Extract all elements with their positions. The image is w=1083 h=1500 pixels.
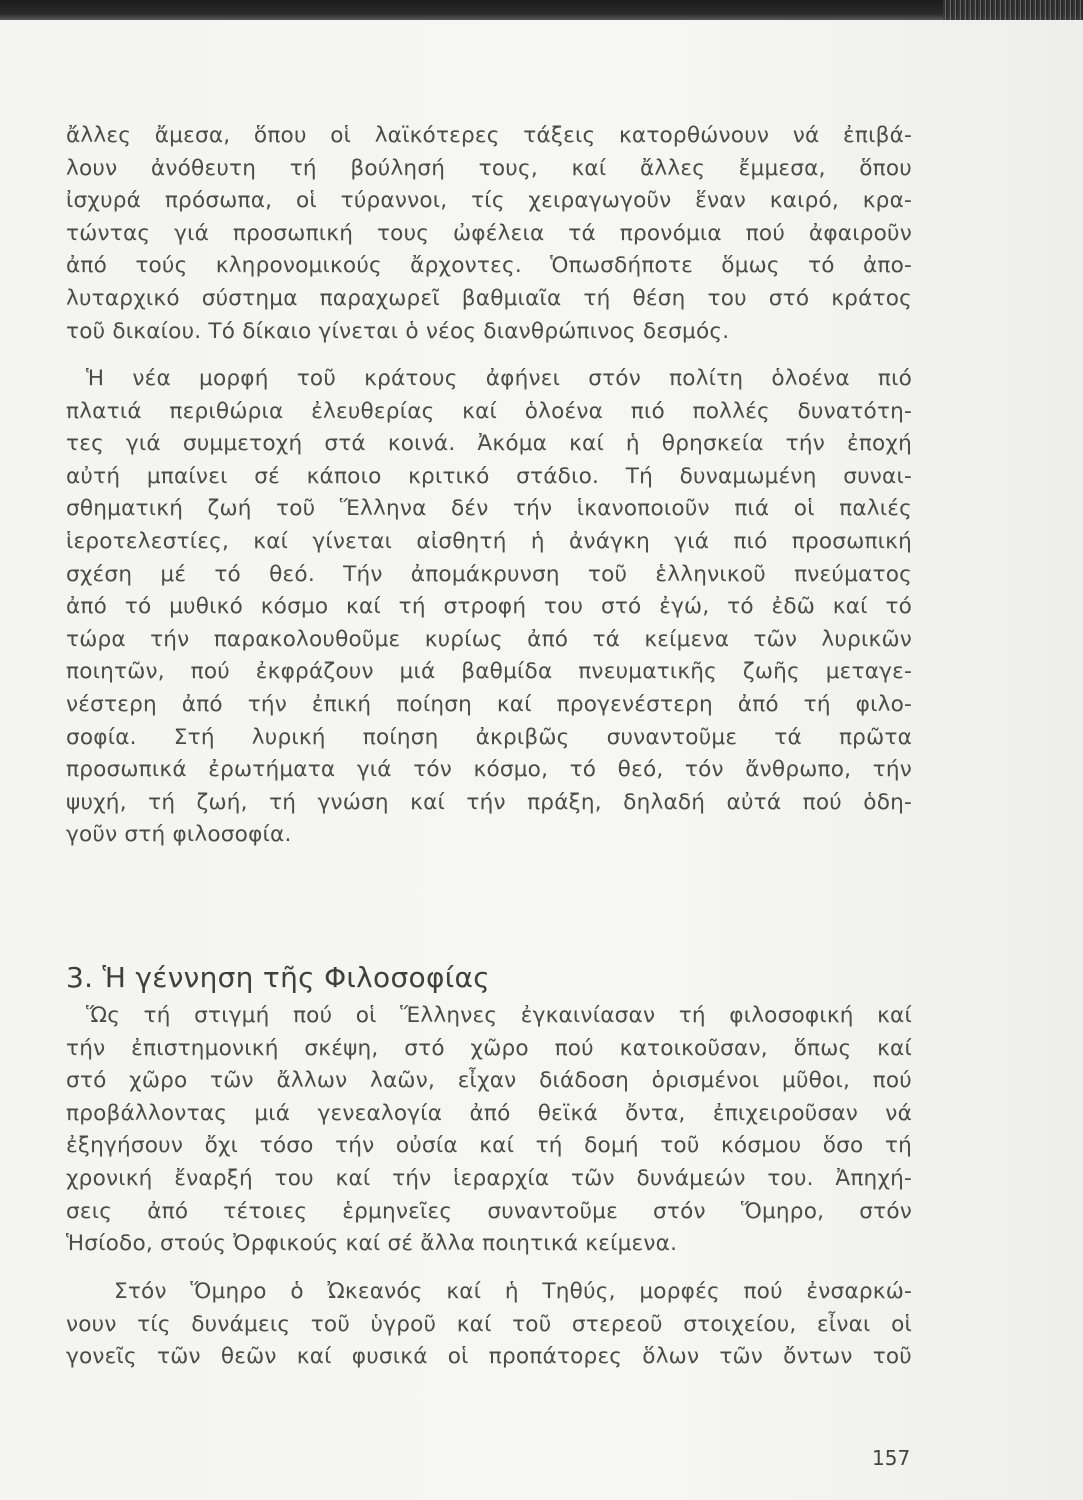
- paragraph-3: [66, 1000, 912, 1261]
- text-line: ἱεροτελεστίες, καί γίνεται αἰσθητή ἡ ἀνάγκη γιά πιό προσωπική: [66, 528, 912, 554]
- scan-top-edge: [0, 0, 1083, 20]
- text-line: σθηματική ζωή τοῦ Ἕλληνα δέν τήν ἱκανοποιοῦν πιά οἱ παλιές: [66, 496, 912, 522]
- text-line: προβάλλοντας μιά γενεαλογία ἀπό θεϊκά ὄντα, ἐπιχειροῦσαν νά: [66, 1100, 912, 1126]
- book-page: [0, 20, 1083, 1500]
- text-line: ποιητῶν, πού ἐκφράζουν μιά βαθμίδα πνευματικῆς ζωῆς μεταγε-: [66, 659, 912, 685]
- text-line: ἀπό τούς κληρονομικούς ἄρχοντες. Ὁπωσδήποτε ὅμως τό ἀπο-: [66, 253, 912, 279]
- section-heading: 3. Ἡ γέννηση τῆς Φιλοσοφίας: [66, 961, 490, 994]
- text-line: σοφία. Στή λυρική ποίηση ἀκριβῶς συναντοῦμε τά πρῶτα: [66, 724, 912, 750]
- text-line: σεις ἀπό τέτοιες ἑρμηνεῖες συναντοῦμε στόν Ὅμηρο, στόν: [66, 1198, 912, 1224]
- text-line: λυταρχικό σύστημα παραχωρεῖ βαθμιαῖα τή θέση του στό κράτος: [66, 285, 912, 311]
- page-number: 157: [872, 1446, 911, 1470]
- text-line: γονεῖς τῶν θεῶν καί φυσικά οἱ προπάτορες ὅλων τῶν ὄντων τοῦ: [66, 1344, 912, 1370]
- text-line: αὐτή μπαίνει σέ κάποιο κριτικό στάδιο. Τή δυναμωμένη συναι-: [66, 463, 912, 489]
- text-line: πλατιά περιθώρια ἐλευθερίας καί ὁλοένα πιό πολλές δυνατότη-: [66, 398, 912, 424]
- text-line: χρονική ἔναρξή του καί τήν ἱεραρχία τῶν δυνάμεών του. Ἀπηχή-: [66, 1165, 912, 1191]
- text-line: ψυχή, τή ζωή, τή γνώση καί τήν πράξη, δηλαδή αὐτά πού ὁδη-: [66, 789, 912, 815]
- text-line: τώντας γιά προσωπική τους ὠφέλεια τά προνόμια πού ἀφαιροῦν: [66, 220, 912, 246]
- text-line: ἄλλες ἄμεσα, ὅπου οἱ λαϊκότερες τάξεις κατορθώνουν νά ἐπιβά-: [66, 123, 912, 148]
- text-line: στό χῶρο τῶν ἄλλων λαῶν, εἶχαν διάδοση ὁρισμένοι μῦθοι, πού: [66, 1068, 912, 1094]
- text-line: ἰσχυρά πρόσωπα, οἱ τύραννοι, τίς χειραγωγοῦν ἕναν καιρό, κρα-: [66, 188, 912, 214]
- text-line: Ὥς τή στιγμή πού οἱ Ἕλληνες ἐγκαινίασαν τή φιλοσοφική καί: [86, 1003, 912, 1028]
- text-line: τοῦ δικαίου. Τό δίκαιο γίνεται ὁ νέος διανθρώπινος δεσμός.: [66, 318, 730, 344]
- text-line: τες γιά συμμετοχή στά κοινά. Ἀκόμα καί ἡ θρησκεία τήν ἐποχή: [66, 431, 912, 457]
- text-line: λουν ἀνόθευτη τή βούλησή τους, καί ἄλλες ἔμμεσα, ὅπου: [66, 155, 912, 181]
- text-line: ἐξηγήσουν ὄχι τόσο τήν οὐσία καί τή δομή τοῦ κόσμου ὅσο τή: [66, 1133, 912, 1159]
- text-line: Ἡ νέα μορφή τοῦ κράτους ἀφήνει στόν πολίτη ὁλοένα πιό: [86, 366, 912, 391]
- text-line: ἀπό τό μυθικό κόσμο καί τή στροφή του στό ἐγώ, τό ἐδῶ καί τό: [66, 594, 912, 620]
- paragraph-1: [66, 120, 912, 348]
- text-line: Ἡσίοδο, στούς Ὀρφικούς καί σέ ἄλλα ποιητικά κείμενα.: [66, 1231, 678, 1257]
- text-line: τήν ἐπιστημονική σκέψη, στό χῶρο πού κατοικοῦσαν, ὅπως καί: [66, 1035, 912, 1061]
- text-line: προσωπικά ἐρωτήματα γιά τόν κόσμο, τό θεό, τόν ἄνθρωπο, τήν: [66, 757, 912, 783]
- text-line: σχέση μέ τό θεό. Τήν ἀπομάκρυνση τοῦ ἑλληνικοῦ πνεύματος: [66, 561, 912, 587]
- text-line: γοῦν στή φιλοσοφία.: [66, 822, 292, 848]
- paragraph-2: [66, 363, 912, 852]
- paragraph-4: [66, 1276, 912, 1374]
- text-line: νέστερη ἀπό τήν ἐπική ποίηση καί προγενέστερη ἀπό τή φιλο-: [66, 691, 912, 717]
- text-line: τώρα τήν παρακολουθοῦμε κυρίως ἀπό τά κείμενα τῶν λυρικῶν: [66, 626, 912, 652]
- text-line: νουν τίς δυνάμεις τοῦ ὑγροῦ καί τοῦ στερεοῦ στοιχείου, εἶναι οἱ: [66, 1311, 912, 1337]
- text-line: Στόν Ὅμηρο ὁ Ὠκεανός καί ἡ Τηθύς, μορφές πού ἐνσαρκώ-: [114, 1279, 912, 1304]
